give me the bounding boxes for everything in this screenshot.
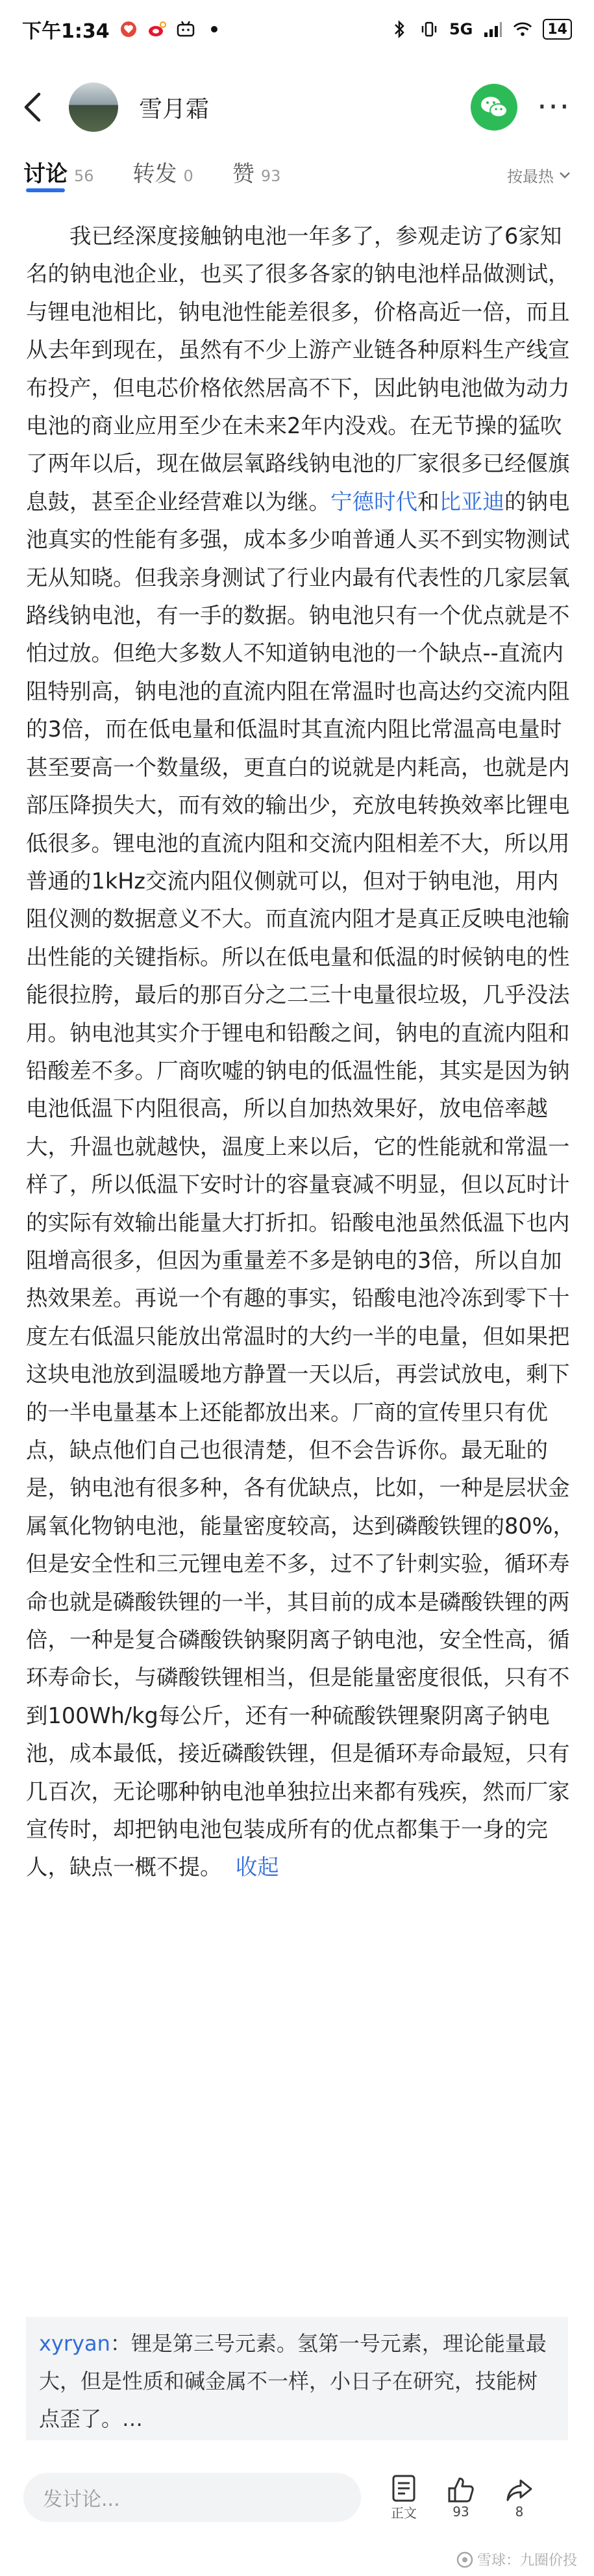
post-body [26,218,575,1887]
wechat-share-button[interactable] [471,84,517,131]
share-icon [505,2475,534,2504]
signal-icon [483,19,502,39]
sort-dropdown[interactable] [507,156,571,186]
bluetooth-icon [390,19,409,39]
status-bar [0,0,594,58]
battery-indicator [543,19,572,40]
comment-placeholder: 发讨论... [43,2488,120,2511]
tab-bar [0,156,594,208]
comment-input[interactable] [23,2473,361,2522]
collapse-link[interactable]: 收起 [235,1854,279,1880]
share-button[interactable] [505,2475,534,2519]
comment-author[interactable]: xyryan [39,2331,110,2356]
tab-label: 赞 [232,161,254,187]
post-text-part-2: 的钠电池真实的性能有多强，成本多少咱普通人买不到实物测试无从知晓。但我亲身测试了行业内最有代表性的几家层氧路线钠电池，有一手的数据。钠电池只有一个优点就是不怕过放。但绝大多数人不知道钠电池的一个缺点--直流内阻特别高，钠电池的直流内阻在常温时也高达约交流内阻的3倍，而在低电量和低温时其直流内阻比常温高电量时甚至要高一个数量级，更直白的说就是内耗高，也就是内部压降损失大，而有效的输出少，充放电转换效率比锂电低很多。锂电池的直流内阻和交流内阻相差不大，所以用普通的1kHz交流内阻仪侧就可以，但对于钠电池，用内阻仪测的数据意义不大。而直流内阻才是真正反映电池输出性能的关键指标。所以在低电量和低温的时候钠电的性能很拉胯，最后的那百分之二三十电量很垃圾，几乎没法用。钠电池其实介于锂电和铅酸之间，钠电的直流内阻和铅酸差不多。厂商吹嘘的钠电的低温性能，其实是因为钠电池低温下内阻很高，所以自加热效果好，放电倍率越大，升温也就越快，温度上来以后，它的性能就和常温一样了，所以低温下安时计的容量衰减不明显，但以瓦时计的实际有效输出能量大打折扣。铅酸电池虽然低温下也内阻增高很多，但因为重量差不多是钠电的3倍，所以自加热效果差。再说一个有趣的事实，铅酸电池冷冻到零下十度左右低温只能放出常温时的大约一半的电量，但如果把这块电池放到温暖地方静置一天以后，再尝试放电，剩下的一半电量基本上还能都放出来。厂商的宣传里只有优点，缺点他们自己也很清楚，但不会告诉你。最无耻的是，钠电池有很多种，各有优缺点，比如，一种是层状金属氧化物钠电池，能量密度较高，达到磷酸铁锂的80%，但是安全性和三元锂电差不多，过不了针刺实验，循环寿命也就是磷酸铁锂的一半，其目前的成本是磷酸铁锂的两倍，一种是复合磷酸铁钠聚阴离子钠电池，安全性高，循环寿命长，与磷酸铁锂相当，但是能量密度很低，只有不到100Wh/kg每公斤，还有一种硫酸铁锂聚阴离子钠电池，成本最低，接近磷酸铁锂，但是循环寿命最短，只有几百次，无论哪种钠电池单独拉出来都有残疾，然而厂家宣传时，却把钠电池包装成所有的优点都集于一身的完人，缺点一概不提。 [26,488,575,1880]
post-text-conj: 和 [417,488,439,514]
wifi-icon [513,19,532,39]
share-count: 8 [515,2504,524,2519]
status-left [22,15,224,44]
chevron-down-icon [559,171,571,179]
active-tab-indicator [26,188,65,192]
post-text [26,218,575,1887]
back-button[interactable] [23,84,56,130]
action-label: 正文 [391,2505,417,2521]
user-name[interactable]: 雪月霜 [139,95,210,123]
comment-text: ：锂是第三号元素。氢第一号元素，理论能量最大，但是性质和碱金属不一样，小日子在研究，技能树点歪了。… [39,2331,547,2431]
tab-discussion[interactable] [23,156,94,188]
network-type: 5G [449,20,473,38]
chevron-left-icon [23,92,42,122]
header [0,58,594,156]
battery-level: 14 [547,21,567,38]
wechat-icon [480,95,508,120]
notification-dot-icon [204,19,224,39]
watermark [456,2549,577,2570]
post-text-part-1: 我已经深度接触钠电池一年多了，参观走访了6家知名的钠电池企业，也买了很多各家的钠电池样品做测试，与锂电池相比，钠电池性能差很多，价格高近一倍，而且从去年到现在，虽然有不少上游产业链各种原料生产线宣布投产，但电芯价格依然居高不下，因此钠电池做为动力电池的商业应用至少在未来2年内没戏。在无节操的猛吹了两年以后，现在做层氧路线钠电池的厂家很多已经偃旗息鼓，甚至企业经营难以为继。 [26,223,570,514]
tab-count: 93 [260,167,281,185]
weibo-icon [147,19,167,39]
bottom-action-bar [0,2455,594,2540]
tab-label: 转发 [132,161,177,187]
like-button[interactable] [447,2475,475,2519]
avatar[interactable] [69,82,118,132]
stock-tag-byd[interactable]: 比亚迪 [439,488,504,514]
heart-app-icon [119,19,138,39]
document-icon [391,2474,417,2503]
status-right [390,19,572,40]
more-button[interactable]: ··· [537,89,571,125]
thumbs-up-icon [447,2475,475,2504]
full-text-button[interactable] [391,2474,417,2521]
watermark-text: 雪球：九圈价投 [476,2553,577,2569]
snowball-logo-icon [456,2551,473,2568]
tab-likes[interactable] [232,156,281,188]
sort-label: 按最热 [507,168,554,186]
comment-preview[interactable] [26,2317,568,2440]
bilibili-icon [176,19,195,39]
stock-tag-catl[interactable]: 宁德时代 [330,488,417,514]
status-time: 下午1:34 [22,20,110,43]
tab-label: 讨论 [23,161,68,187]
tab-count: 0 [183,167,193,185]
tab-repost[interactable] [133,156,193,188]
vibrate-icon [419,19,439,39]
like-count: 93 [452,2504,469,2519]
tab-count: 56 [74,167,94,185]
